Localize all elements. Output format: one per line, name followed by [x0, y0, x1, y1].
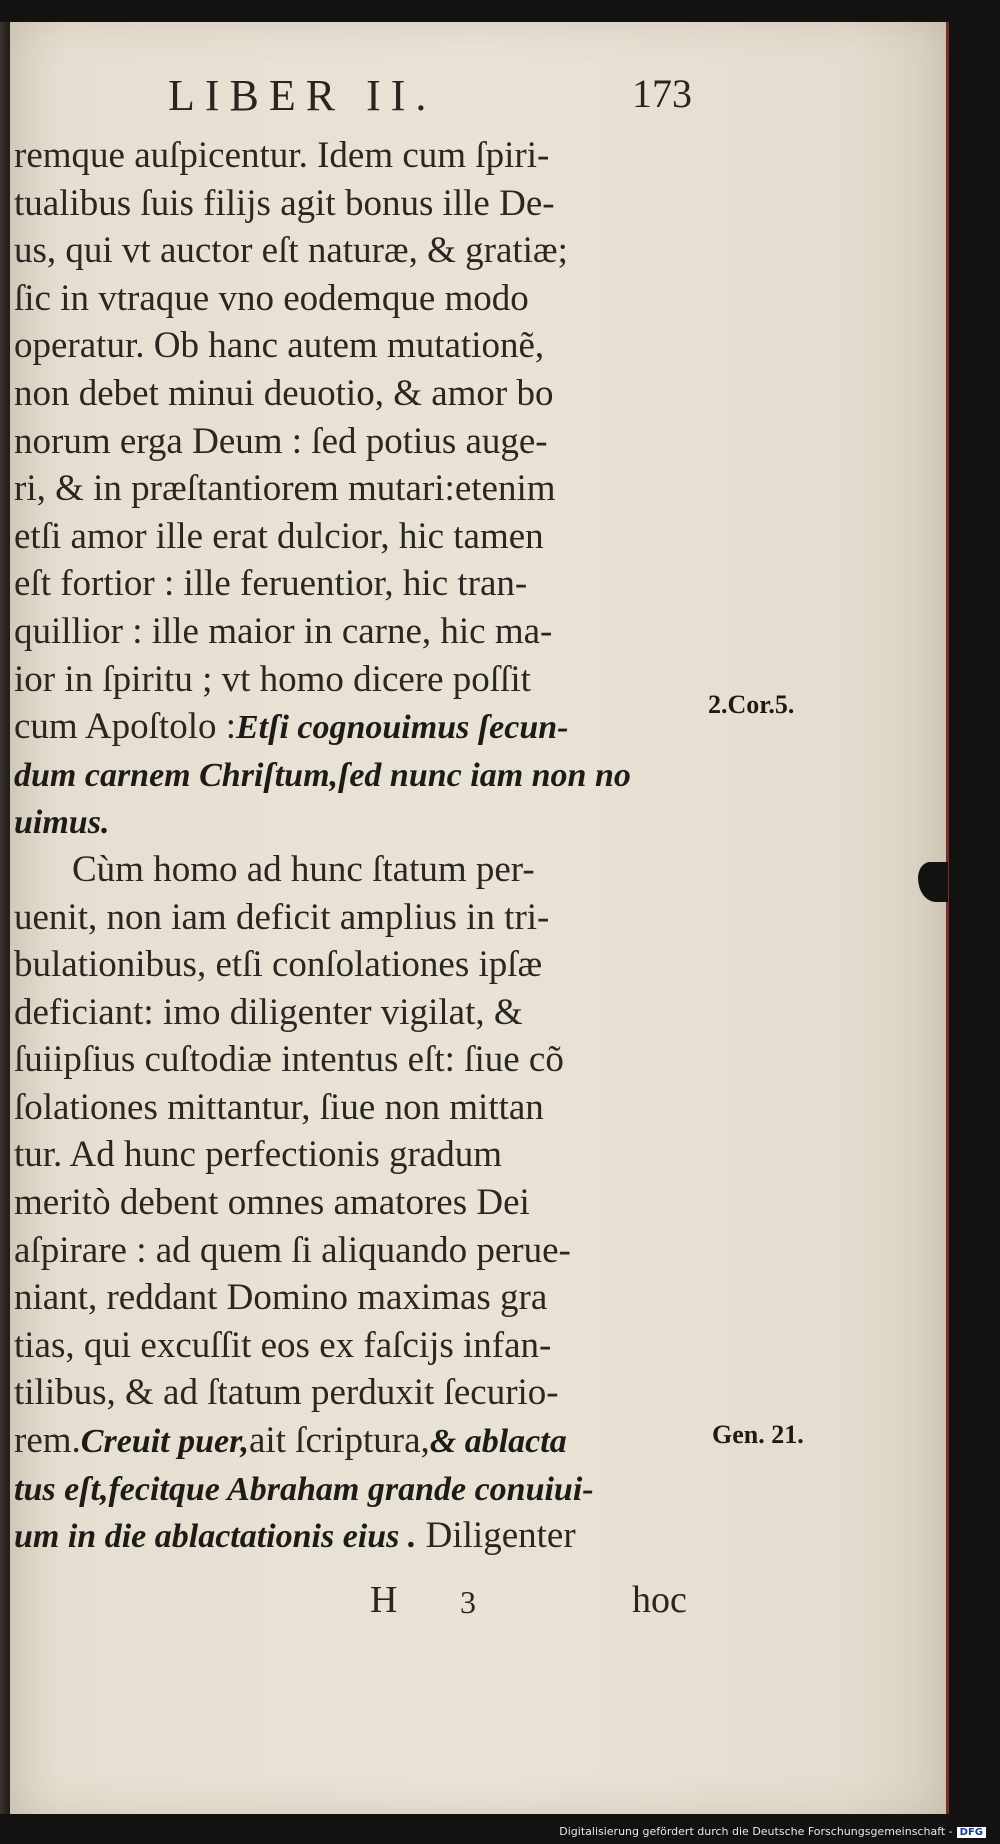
text-segment: Etſi cognouimus ſecun- — [236, 709, 569, 747]
text-segment: tilibus, & ad ſtatum perduxit ſecurio- — [14, 1372, 559, 1414]
text-segment: aſpirare : ad quem ſi aliquando perue- — [14, 1229, 571, 1271]
text-segment: & ablacta — [429, 1423, 567, 1461]
catchword: hoc — [632, 1579, 687, 1621]
text-line — [14, 1322, 704, 1370]
text-line — [14, 941, 704, 989]
text-segment: bulationibus, etſi conſolationes ipſæ — [14, 944, 543, 986]
text-segment: Diligenter — [416, 1515, 576, 1557]
margin-note-reference: 2.Cor.5. — [708, 690, 795, 719]
text-segment: ſuiipſius cuſtodiæ intentus eſt: ſiue cõ — [14, 1039, 564, 1081]
text-segment: rem. — [14, 1420, 81, 1462]
text-segment: operatur. Ob hanc autem mutationẽ, — [14, 325, 545, 367]
text-segment: tias, qui excuſſit eos ex faſcijs infan- — [14, 1324, 552, 1366]
text-line — [14, 370, 704, 418]
text-segment: tur. Ad hunc perfectionis gradum — [14, 1134, 503, 1176]
text-segment: dum carnem Chriſtum,ſed nunc iam non no — [14, 756, 631, 794]
text-segment: us, qui vt auctor eſt naturæ, & gratiæ; — [14, 230, 568, 272]
text-segment: meritò debent omnes amatores Dei — [14, 1182, 530, 1224]
text-line — [14, 322, 704, 370]
text-line — [14, 989, 704, 1037]
page-number: 173 — [632, 71, 692, 116]
text-segment: ait ſcriptura, — [248, 1420, 430, 1462]
page-header — [0, 70, 1000, 130]
text-line — [14, 1227, 704, 1275]
text-segment: tualibus ſuis filijs agit bonus ille De- — [14, 182, 555, 224]
text-segment: tus eſt,fecitque Abraham grande conuiui- — [14, 1470, 594, 1508]
margin-note-reference: Gen. 21. — [712, 1420, 804, 1449]
signature-mark: H — [370, 1579, 398, 1621]
text-segment: ior in ſpiritu ; vt homo dicere poſſit — [14, 658, 531, 700]
text-segment: ſic in vtraque vno eodemque modo — [14, 277, 529, 319]
text-line — [14, 1512, 704, 1560]
text-line — [14, 846, 704, 894]
credit-text: Digitalisierung gefördert durch die Deutsche Forschungsgemeinschaft - — [559, 1825, 953, 1838]
text-segment: Cùm homo ad hunc ſtatum per- — [72, 848, 535, 890]
body-text — [14, 132, 704, 1560]
text-segment: uimus. — [14, 804, 110, 842]
text-line — [14, 227, 704, 275]
text-segment: deficiant: imo diligenter vigilat, & — [14, 991, 523, 1033]
text-segment: non debet minui deuotio, & amor bo — [14, 372, 554, 414]
digitization-credit — [559, 1825, 986, 1838]
text-line — [14, 180, 704, 228]
signature-number: 3 — [460, 1584, 476, 1620]
text-segment: quillior : ille maior in carne, hic ma- — [14, 610, 553, 652]
text-segment: uenit, non iam deficit amplius in tri- — [14, 896, 550, 938]
text-line — [14, 1179, 704, 1227]
text-segment: etſi amor ille erat dulcior, hic tamen — [14, 515, 544, 557]
running-title: LIBER II. — [168, 71, 437, 120]
text-segment: niant, reddant Domino maximas gra — [14, 1277, 548, 1319]
text-line — [14, 560, 704, 608]
text-line — [14, 1084, 704, 1132]
text-line — [14, 608, 704, 656]
text-line — [14, 656, 704, 704]
dfg-logo: DFG — [957, 1827, 986, 1838]
text-line — [14, 418, 704, 466]
text-segment: cum Apoſtolo : — [14, 706, 236, 748]
text-line — [14, 703, 704, 751]
text-line — [14, 1417, 704, 1465]
text-segment: Creuit puer, — [80, 1423, 249, 1461]
text-line — [14, 513, 704, 561]
text-line — [14, 275, 704, 323]
page-footer — [0, 1578, 1000, 1628]
text-segment: ri, & in præſtantiorem mutari:etenim — [14, 468, 556, 510]
text-line — [14, 1465, 704, 1513]
text-line — [14, 1274, 704, 1322]
text-line — [14, 798, 704, 846]
text-line — [14, 1369, 704, 1417]
text-segment: norum erga Deum : ſed potius auge- — [14, 420, 548, 462]
text-line — [14, 1131, 704, 1179]
text-segment: remque auſpicentur. Idem cum ſpiri- — [14, 135, 550, 176]
text-segment: ſolationes mittantur, ſiue non mittan — [14, 1086, 544, 1128]
text-segment: um in die ablactationis eius . — [14, 1518, 417, 1556]
text-line — [14, 894, 704, 942]
text-line — [14, 132, 704, 180]
text-segment: eſt fortior : ille feruentior, hic tran- — [14, 563, 528, 605]
text-line — [14, 1036, 704, 1084]
text-line — [14, 751, 704, 799]
text-line — [14, 465, 704, 513]
